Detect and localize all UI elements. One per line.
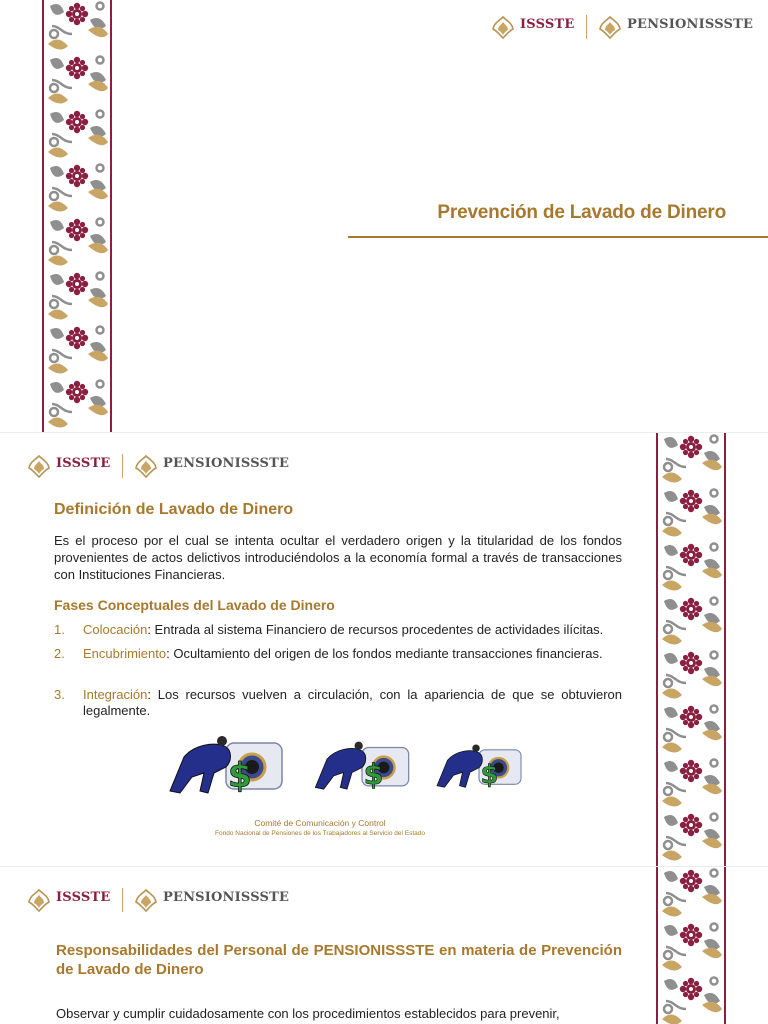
logo-divider — [122, 454, 123, 478]
title-underline — [348, 236, 768, 238]
decorative-border — [656, 433, 726, 866]
footer-organization: Fondo Nacional de Pensiones de los Trabajadores al Servicio del Estado — [215, 830, 425, 837]
pensionissste-emblem-icon — [133, 887, 159, 913]
pensionissste-logo-text: PENSIONISSSTE — [627, 17, 754, 32]
logo-divider — [586, 15, 587, 39]
phase-item — [54, 687, 622, 719]
money-laundering-machine-icon — [166, 735, 286, 805]
pensionissste-emblem-icon — [597, 14, 623, 40]
money-laundering-machine-icon — [312, 735, 412, 805]
issste-logo-text: ISSSTE — [56, 456, 111, 471]
phases-heading: Fases Conceptuales del Lavado de Dinero — [54, 597, 335, 613]
phase-text: : Entrada al sistema Financiero de recursos procedentes de actividades ilícitas. — [147, 622, 604, 637]
phase-number: 3. — [54, 687, 65, 702]
phase-item — [54, 622, 622, 638]
phase-item — [54, 646, 622, 662]
definition-slide — [0, 432, 768, 866]
phase-term: Colocación — [83, 622, 148, 637]
floral-ornament-icon — [658, 433, 724, 866]
issste-logo-text: ISSSTE — [56, 890, 111, 905]
logo-divider — [122, 888, 123, 912]
header-logos — [490, 14, 753, 40]
definition-text: Es el proceso por el cual se intenta ocultar el verdadero origen y la titularidad de los fondos provenientes de actos delictivos introduciéndolos a la economía formal a través de transacciones con Instituciones Financieras. — [54, 533, 622, 582]
phase-text: : Los recursos vuelven a circulación, con la apariencia de que se obtuvieron legalmente. — [83, 687, 622, 718]
decorative-border — [656, 867, 726, 1024]
issste-emblem-icon — [26, 887, 52, 913]
decorative-border — [42, 0, 112, 432]
phase-text: : Ocultamiento del origen de los fondos mediante transacciones financieras. — [166, 646, 603, 661]
pensionissste-emblem-icon — [133, 453, 159, 479]
responsibilities-text: Observar y cumplir cuidadosamente con los procedimientos establecidos para prevenir, — [56, 1006, 560, 1021]
cover-slide — [0, 0, 768, 432]
footer-committee: Comité de Comunicación y Control — [254, 818, 386, 828]
header-logos — [26, 453, 289, 479]
cover-title: Prevención de Lavado de Dinero — [437, 202, 726, 223]
issste-logo-text: ISSSTE — [520, 17, 575, 32]
pensionissste-logo-text: PENSIONISSSTE — [163, 890, 290, 905]
definition-heading: Definición de Lavado de Dinero — [54, 501, 294, 518]
header-logos — [26, 887, 289, 913]
phase-term: Encubrimiento — [83, 646, 167, 661]
floral-ornament-icon — [44, 0, 110, 432]
phase-term: Integración — [83, 687, 148, 702]
issste-emblem-icon — [490, 14, 516, 40]
responsibilities-slide — [0, 866, 768, 1024]
pensionissste-logo-text: PENSIONISSSTE — [163, 456, 290, 471]
responsibilities-heading: Responsabilidades del Personal de PENSIONISSSTE en materia de Prevención de Lavado de Dinero — [56, 942, 622, 978]
phase-number: 2. — [54, 646, 65, 661]
floral-ornament-icon — [658, 867, 724, 1024]
money-laundering-machine-icon — [434, 735, 524, 805]
phase-number: 1. — [54, 622, 65, 637]
issste-emblem-icon — [26, 453, 52, 479]
